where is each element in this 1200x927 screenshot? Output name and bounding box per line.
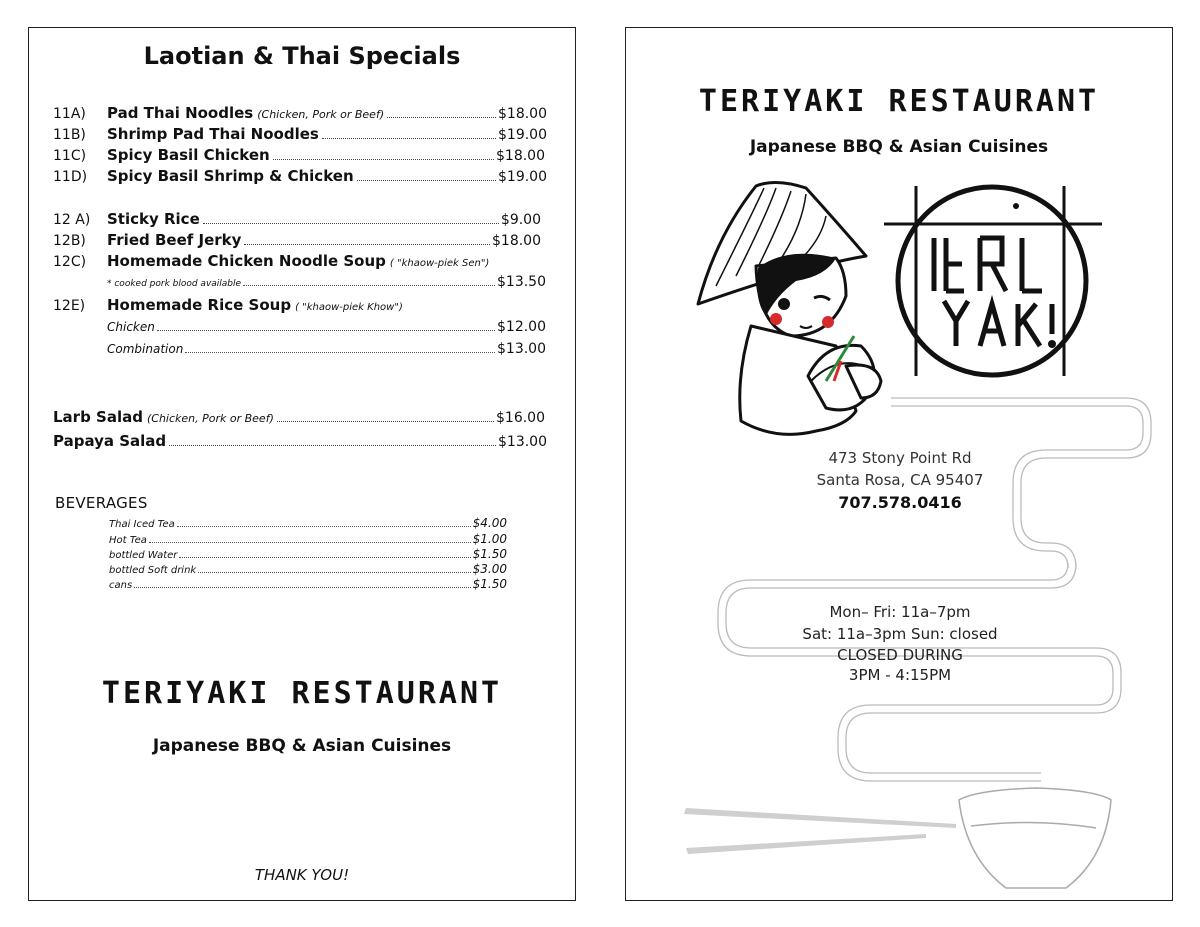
closed-during: CLOSED DURING (837, 646, 963, 664)
menu-item: 12B) Fried Beef Jerky $18.00 (53, 231, 541, 249)
hours-weekday: Mon– Fri: 11a–7pm (829, 603, 971, 621)
tagline: Japanese BBQ & Asian Cuisines (152, 736, 452, 756)
menu-item: 12E) Homemade Rice Soup ( "khaow-piek Khow") (53, 296, 403, 314)
bowl-icon (959, 788, 1111, 888)
address-line-2: Santa Rosa, CA 95407 (816, 471, 984, 489)
menu-item: 11D) Spicy Basil Shrimp & Chicken $19.00 (53, 167, 547, 185)
beverage-item: Hot Tea $1.00 (109, 532, 507, 546)
teriyaki-logo-icon (884, 176, 1106, 386)
specials-title: Laotian & Thai Specials (143, 42, 461, 70)
mascot-girl-icon (696, 176, 896, 446)
tagline: Japanese BBQ & Asian Cuisines (749, 137, 1049, 157)
beverage-item: cans $1.50 (109, 577, 507, 591)
beverages-title: BEVERAGES (55, 494, 148, 512)
phone-number: 707.578.0416 (838, 493, 962, 512)
restaurant-name: TERIYAKI RESTAURANT (101, 676, 503, 711)
menu-item: 11A) Pad Thai Noodles (Chicken, Pork or Beef) $18.00 (53, 104, 547, 122)
menu-item: 12C) Homemade Chicken Noodle Soup ( "khaow-piek Sen") (53, 252, 490, 270)
thank-you: THANK YOU! (254, 866, 350, 884)
menu-item-note: * cooked pork blood available $13.50 (107, 274, 546, 290)
hours-weekend: Sat: 11a–3pm Sun: closed (802, 625, 998, 643)
salad-item: Larb Salad (Chicken, Pork or Beef) $16.00 (53, 408, 545, 426)
menu-item: 12 A) Sticky Rice $9.00 (53, 210, 541, 228)
beverage-item: Thai Iced Tea $4.00 (109, 516, 507, 530)
beverage-item: bottled Water $1.50 (109, 547, 507, 561)
closed-hours: 3PM - 4:15PM (848, 666, 952, 684)
menu-sub-item: Chicken $12.00 (107, 319, 546, 335)
menu-left-page (28, 27, 576, 901)
address-line-1: 473 Stony Point Rd (828, 449, 972, 467)
salad-item: Papaya Salad $13.00 (53, 432, 547, 450)
menu-item: 11C) Spicy Basil Chicken $18.00 (53, 146, 545, 164)
menu-right-page (625, 27, 1173, 901)
beverage-item: bottled Soft drink $3.00 (109, 562, 507, 576)
menu-sub-item: Combination $13.00 (107, 341, 546, 357)
restaurant-name: TERIYAKI RESTAURANT (698, 84, 1100, 119)
menu-item: 11B) Shrimp Pad Thai Noodles $19.00 (53, 125, 547, 143)
chopsticks-icon (684, 808, 956, 854)
